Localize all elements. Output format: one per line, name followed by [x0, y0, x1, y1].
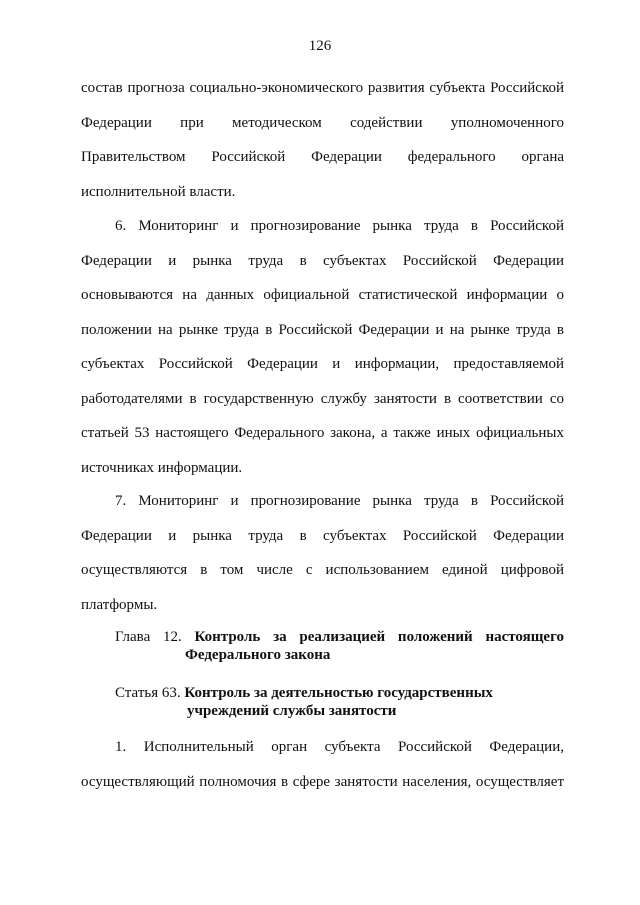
text-line: положении на рынке труда в Российской Федерации и на рынке труда в: [81, 321, 564, 338]
text-line: Правительством Российской Федерации федерального органа: [81, 149, 564, 165]
text-line: Федерации и рынка труда в субъектах Российской Федерации: [81, 252, 564, 269]
page-number: 126: [308, 38, 332, 54]
chapter-title-continuation: Федерального закона: [185, 647, 331, 663]
text-line: платформы.: [81, 596, 158, 613]
text-line: Федерации при методическом содействии уполномоченного: [81, 114, 564, 131]
chapter-heading: [115, 628, 564, 664]
text-line: 6. Мониторинг и прогнозирование рынка труда в Российской: [115, 218, 564, 234]
paragraph-continuation: [81, 71, 564, 209]
paragraph-article-63-1: [81, 730, 564, 799]
text-line: осуществляющий полномочия в сфере занятости населения, осуществляет: [81, 773, 564, 790]
chapter-title: Контроль за реализацией положений настоящего: [194, 629, 565, 645]
text-line: статьей 53 настоящего Федерального закона, а также иных официальных: [81, 425, 564, 441]
text-line: осуществляются в том числе с использованием единой цифровой: [81, 562, 564, 578]
chapter-heading-line: [115, 628, 564, 646]
article-number: Статья 63.: [115, 685, 181, 701]
text-line: субъектах Российской Федерации и информации, предоставляемой: [81, 356, 564, 372]
text-line: 7. Мониторинг и прогнозирование рынка труда в Российской: [115, 493, 564, 509]
text-line: работодателями в государственную службу занятости в соответствии со: [81, 390, 564, 407]
text-line: основываются на данных официальной статистической информации о: [81, 287, 564, 303]
text-line: 1. Исполнительный орган субъекта Российской Федерации,: [115, 739, 564, 755]
text-line: исполнительной власти.: [81, 183, 236, 200]
text-line: состав прогноза социально-экономического развития субъекта Российской: [81, 80, 564, 96]
article-title-continuation: учреждений службы занятости: [187, 703, 397, 719]
chapter-number: Глава 12.: [115, 629, 182, 645]
article-title: Контроль за деятельностью государственных: [184, 685, 493, 701]
text-line: Федерации и рынка труда в субъектах Российской Федерации: [81, 527, 564, 544]
article-heading-line: [115, 684, 564, 702]
text-line: источниках информации.: [81, 459, 243, 476]
paragraph-6: [81, 209, 564, 485]
paragraph-7: [81, 484, 564, 622]
article-heading: [115, 684, 564, 720]
